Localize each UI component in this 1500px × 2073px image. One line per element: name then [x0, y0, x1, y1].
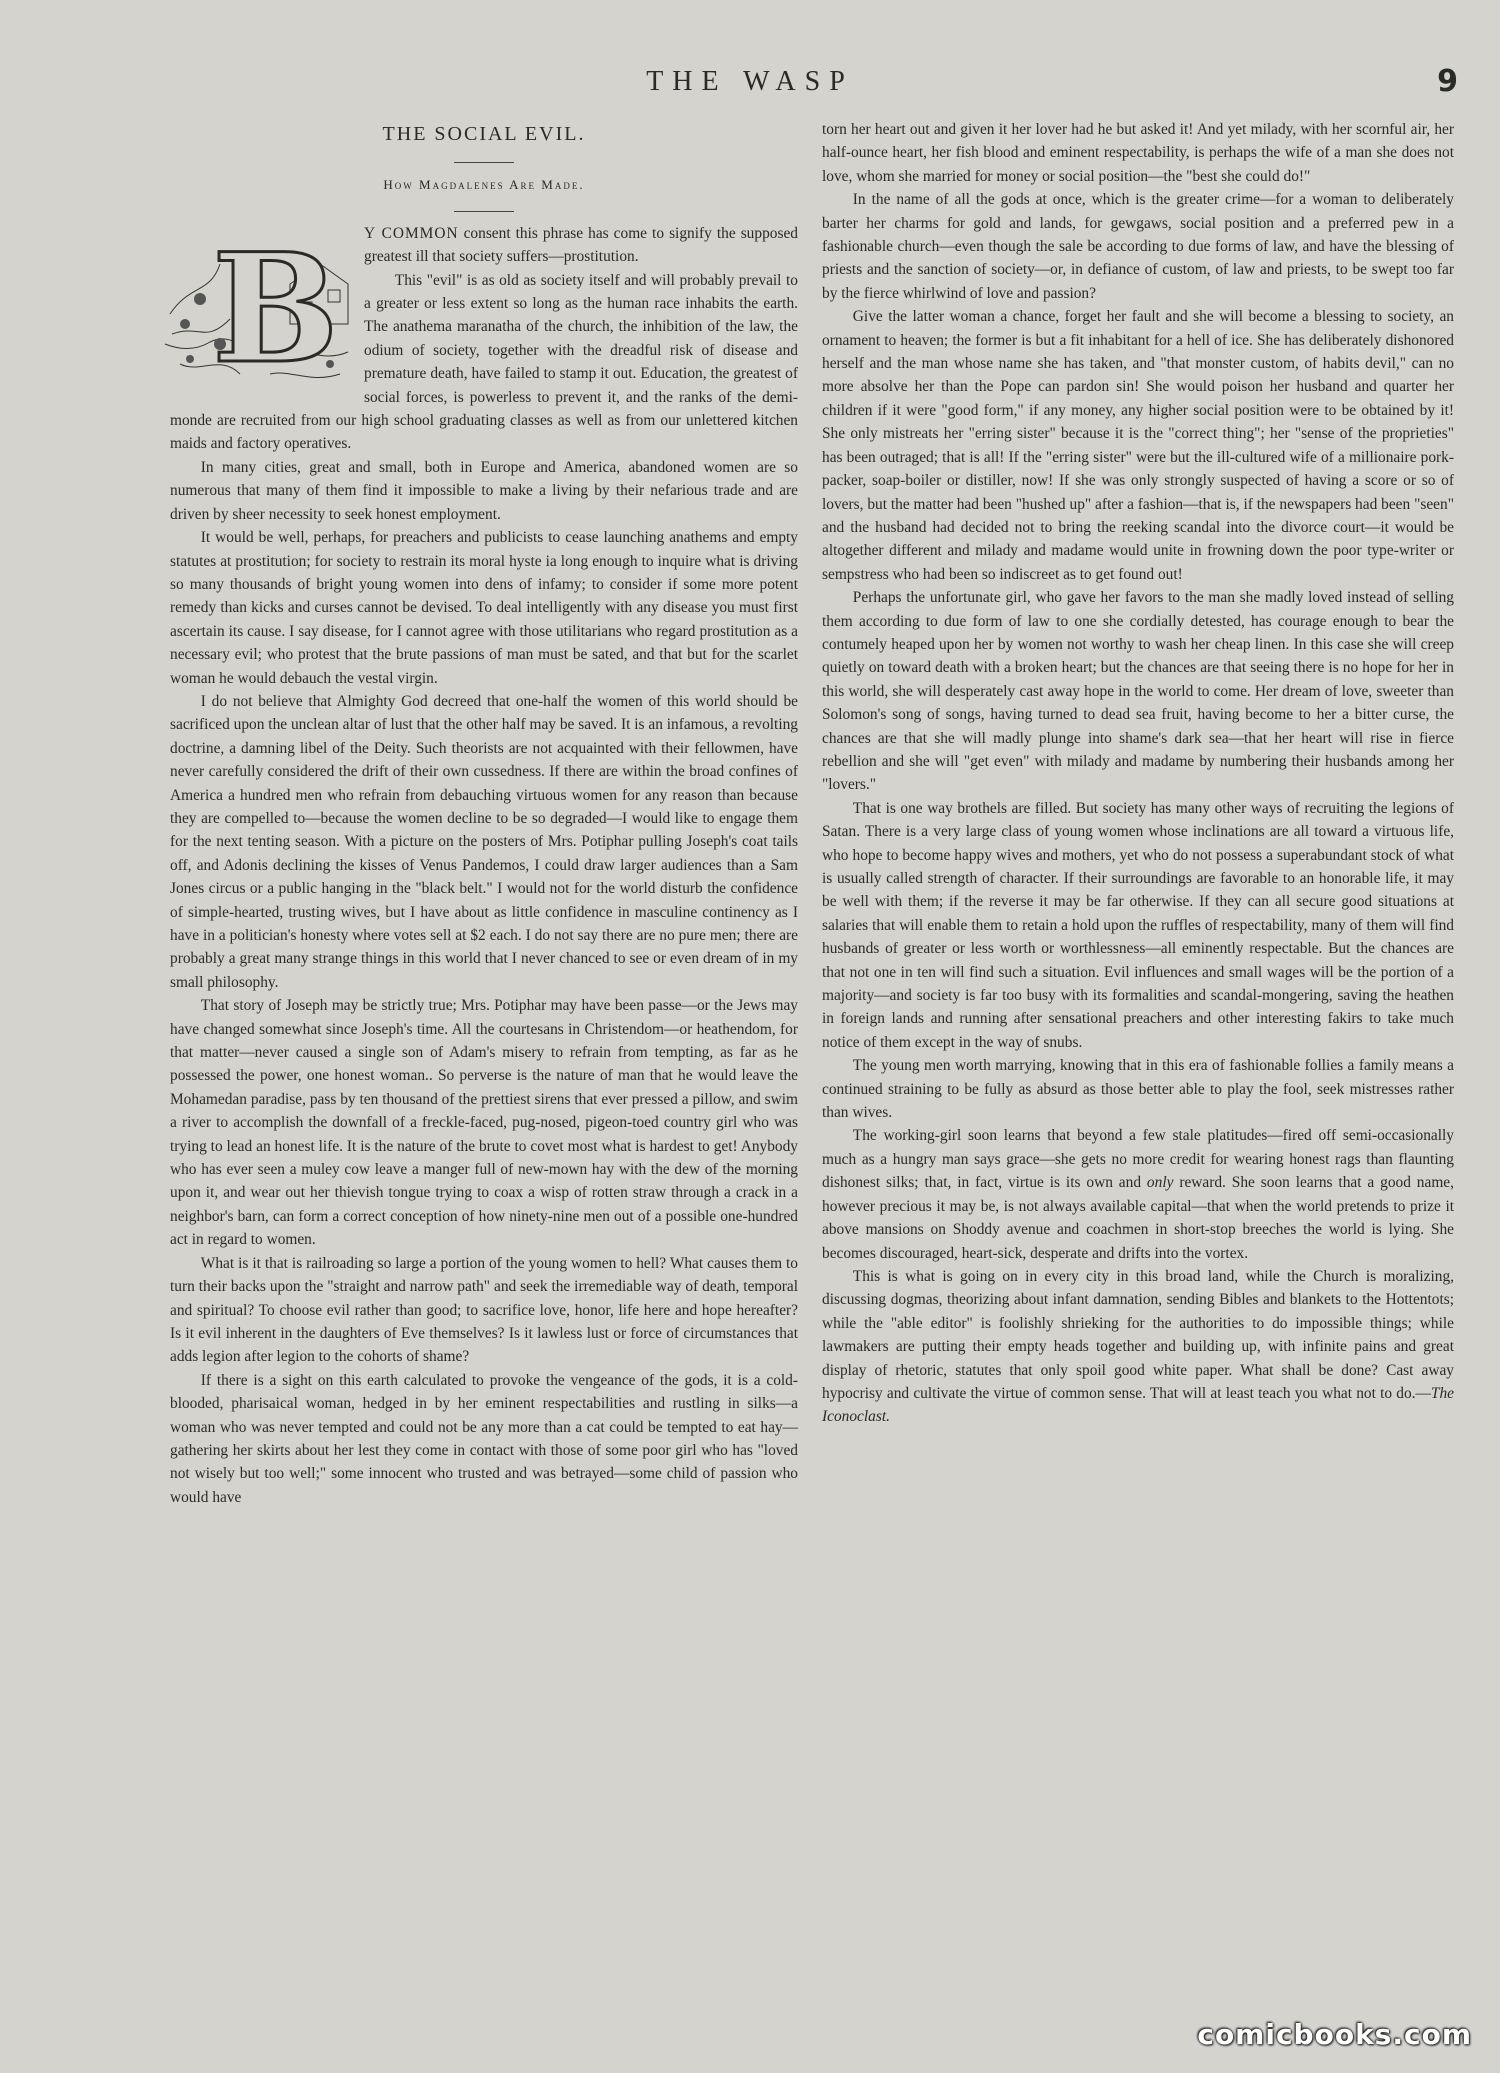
paragraph-6: That story of Joseph may be strictly true; Mrs. Potiphar may have been passe—or the Jews may have changed somewhat since Joseph's time. All the courtesans in Christendom—or heathendom, for that matter—never caused a single son of Adam's misery to refrain from tempting, as far as he possessed the power, one honest woman.. So perverse is the nature of man that he would leave the Mohamedan paradise, pass by ten thousand of the prettiest sirens that ever pressed a pillow, and swim a river to accomplish the downfall of a freckle-faced, pug-nosed, pigeon-toed country girl who was trying to lead an honest life. It is the nature of the brute to covet most what is hardest to get! Anybody who has ever seen a muley cow leave a manger full of new-mown hay with the dew of the morning upon it, and wear out her thievish tongue trying to coax a wisp of rotten straw through a crack in a neighbor's barn, can form a correct conception of how ninety-nine men out of a possible one-hundred act in regard to women.: [170, 997, 798, 1249]
paragraph-8: If there is a sight on this earth calculated to provoke the vengeance of the gods, it is a cold-blooded, pharisaical woman, hedged in by her eminent respectabilities and rustling in silks—a woman who was never tempted and could not be any more than a cat could be tempted to eat hay—gathering her skirts about her lest they come in contact with those of some poor girl who has "loved not wisely but too well;" some innocent who trusted and was betrayed—some child of passion who would have: [170, 1371, 798, 1506]
attribution: The Iconoclast.: [822, 1384, 1454, 1426]
right-column: [822, 118, 1454, 1429]
paragraph-r7-part2: reward. She soon learns that a good name, however precious it may be, is not always available capital—that when the world pretends to prize it above mansions on Shoddy avenue and coachmen in short-stop breeches the world is lying. She becomes discouraged, heart-sick, desperate and drifts into the vortex.: [822, 1174, 1454, 1262]
paragraph-4: It would be well, perhaps, for preachers and publicists to cease launching anathems and empty statutes at prostitution; for society to restrain its moral hyste ia long enough to inquire what is driving so many thousands of bright young women into dens of infamy; to consider if some more potent remedy than kicks and curses cannot be devised. To deal intelligently with any disease you must first ascertain its cause. I say disease, for I cannot agree with those utilitarians who regard prostitution as a necessary evil; who protest that the brute passions of man must be sated, and that but for the scarlet woman he would debauch the vestal virgin.: [170, 529, 798, 687]
paragraph-r8-text: This is what is going on in every city in this broad land, while the Church is moralizing, discussing dogmas, theorizing about infant damnation, sending Bibles and blankets to the Hottentots; while the "able editor" is foolishly shrieking for the authorities to do impossible things; while lawmakers are putting their empty heads together and building up, with infinite pains and great display of rhetoric, statutes that only spoil good white paper. What shall be done? Cast away hypocrisy and cultivate the virtue of common sense. That will at least teach you what not to do.—: [822, 1267, 1454, 1402]
title-rule: [454, 162, 514, 163]
dropcap-letter: B: [212, 220, 339, 397]
paragraph-r3: Give the latter woman a chance, forget her fault and she will become a blessing to society, an ornament to heaven; the former is but a fit inhabitant for a hell of ice. She has deliberately dishonored herself and the man whose name she has taken, and "that monster custom, of habits devil," can no more absolve her than the Pope can pardon sin! She would poison her husband and quarter her children if it were "good form," if any money, any higher social position were to be obtained by it! She only mistreats her "erring sister" because it is the "correct thing"; her "sense of the proprieties" has been outraged; that is all! If the "erring sister" were but the ill-cultured wife of a millionaire pork-packer, soap-boiler or distiller, now! If she was only strongly suspected of having a score or so of lovers, but the matter had been "hushed up" after a fashion—that is, if the newspapers had been "seen" and the husband had decided not to bring the reeking scandal into the divorce court—it would be altogether different and milady and madame would unite in frowning down the poor type-writer or sempstress who had been so indiscreet as to get found out!: [822, 308, 1454, 583]
article-title: THE SOCIAL EVIL.: [382, 123, 586, 145]
paragraph-r7-italic: only: [1146, 1174, 1174, 1192]
paragraph-r1: torn her heart out and given it her lover had he but asked it! And yet milady, with her scornful air, her half-ounce heart, her fish blood and eminent respectability, is perhaps the wife of a man she does not love, whom she married for money or social position—the "best she could do!": [822, 121, 1454, 185]
left-column: [170, 118, 798, 1509]
paragraph-r4: Perhaps the unfortunate girl, who gave her favors to the man she madly loved instead of selling them according to due form of law to one she cordially detested, has courage enough to bear the contumely heaped upon her by women not worthy to wash her cheap linen. In this case she will creep quietly on toward death with a broken heart; but the chances are that seeing there is no hope for her in this world, she will desperately cast away hope in the world to come. Her dream of love, sweeter than Solomon's song of songs, having turned to dead sea fruit, having become to her a bitter curse, the chances are that she will madly plunge into shame's dark sea—that her heart will rise in fierce rebellion and she will "get even" with milady and madame by numbering their husbands among her "lovers.": [822, 589, 1454, 794]
article-subtitle: How Magdalenes Are Made.: [383, 177, 585, 193]
paragraph-2: This "evil" is as old as society itself and will probably prevail to a greater or less extent so long as the human race inhabits the earth. The anathema maranatha of the church, the inhibition of the law, the odium of society, together with the dreadful risk of disease and premature death, have failed to stamp it out. Education, the greatest of social forces, is powerless to prevent it, and the ranks of the demi-monde are recruited from our high school graduating classes as well as from our unlettered kitchen maids and factory operatives.: [170, 271, 798, 453]
masthead: THE WASP: [646, 66, 854, 97]
decorative-dropcap: [160, 220, 352, 397]
paragraph-r5: That is one way brothels are filled. But society has many other ways of recruiting the legions of Satan. There is a very large class of young women whose inclinations are all toward a virtuous life, who hope to become happy wives and mothers, yet who do not possess a superabundant stock of what is usually called strength of character. If their surroundings are favorable to an honorable life, it may be well with them; if the reverse it may be far otherwise. If they can all secure good situations at salaries that will enable them to retain a hold upon the ruffles of respectability, many of them will find husbands of greater or less worth or worthlessness—all eminently respectable. But the chances are that not one in ten will find such a situation. Evil influences and small wages will be the portion of a majority—and society is far too busy with its formalities and scandal-mongering, saving the heathen in foreign lands and running after sensational preachers and other interesting fakirs to take much notice of them except in the way of snubs.: [822, 799, 1454, 1051]
paragraph-5: I do not believe that Almighty God decreed that one-half the women of this world should be sacrificed upon the unclean altar of lust that the other half may be saved. It is an infamous, a revolting doctrine, a damning libel of the Deity. Such theorists are not acquainted with their fellowmen, have never carefully considered the drift of their own cussedness. If there are within the broad confines of America a hundred men who refrain from debauching virtuous women for any reason than because they are compelled to—because the women decline to be so degraded—I would like to engage them for the next tenting season. With a picture on the posters of Mrs. Potiphar pulling Joseph's coat tails off, and Adonis declining the kisses of Venus Pandemos, I could draw larger audiences than a Sam Jones circus or a public hanging in the "black belt." I would not for the world disturb the confidence of simple-hearted, trusting wives, but I have about as little confidence in masculine continency as I have in a politician's honesty where votes sell at $2 each. I do not say there are no pure men; there are probably a great many strange things in this world that I never chanced to see or even dream of in my small philosophy.: [170, 692, 798, 991]
lead-words: Y COMMON: [364, 224, 459, 242]
paragraph-r8: [822, 1265, 1454, 1429]
paragraph-r6: The young men worth marrying, knowing that in this era of fashionable follies a family means a continued straining to be fully as absurd as those better able to play the fool, seek mistresses rather than wives.: [822, 1057, 1454, 1122]
paragraph-3: In many cities, great and small, both in Europe and America, abandoned women are so numerous that many of them find it impossible to make a living by their nefarious trade and are driven by sheer necessity to seek honest employment.: [170, 458, 798, 523]
paragraph-r7-part1: The working-girl soon learns that beyond a few stale platitudes—fired off semi-occasionally much as a hungry man says grace—she gets no more credit for wearing honest rags than flaunting dishonest silks; that, in fact, virtue is its own and: [822, 1127, 1454, 1192]
subtitle-rule: [454, 211, 514, 212]
paragraph-7: What is it that is railroading so large a portion of the young women to hell? What causes them to turn their backs upon the "straight and narrow path" and seek the irremediable way of death, temporal and spiritual? To choose evil rather than good; to sacrifice love, honor, life here and hope hereafter? Is it evil inherent in the daughters of Eve themselves? Is it lawless lust or force of circumstances that adds legion after legion to the cohorts of shame?: [170, 1254, 798, 1366]
paragraph-1-text: consent this phrase has come to signify the supposed greatest ill that society suffers—prostitution.: [364, 224, 798, 266]
paragraph-r7: [822, 1124, 1454, 1264]
paragraph-r2: In the name of all the gods at once, which is the greater crime—for a woman to deliberately barter her charms for gold and lands, for gewgaws, social position and a preferred pew in a fashionable church—even though the sale be according to due forms of law, and have the blessing of priests and the sanction of society—or, in defiance of custom, of law and priests, to be swept too far by the fierce whirlwind of love and passion?: [822, 191, 1454, 302]
page-number: 9: [1437, 64, 1458, 99]
watermark: comicbooks.com: [1197, 2018, 1472, 2051]
